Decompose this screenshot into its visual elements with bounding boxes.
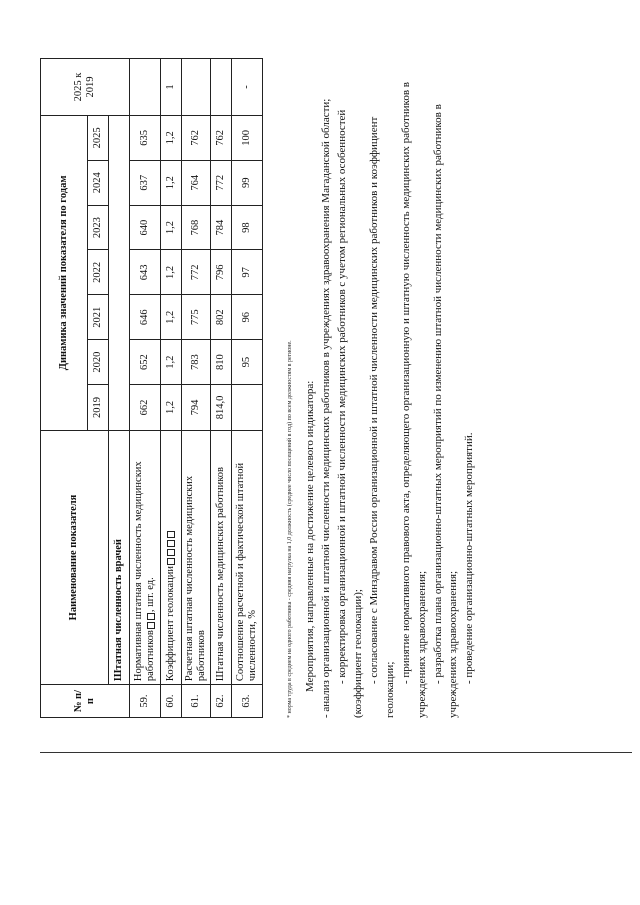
year-header: 2025	[88, 115, 109, 160]
measures-item: - принятие нормативного правового акта, определяющего организационную и штатную численность медицинских работников в учреждениях здравоохранения;	[399, 82, 428, 718]
year-header: 2022	[88, 250, 109, 295]
row-number: 61.	[182, 685, 211, 718]
rotated-content	[0, 38, 640, 748]
cell-target	[211, 59, 232, 116]
cell-value: 784	[211, 205, 232, 250]
cell-value: 99	[232, 160, 263, 205]
table-row	[161, 59, 182, 718]
page-rule	[40, 752, 632, 753]
missing-glyph-icon	[167, 558, 175, 565]
year-header: 2020	[88, 340, 109, 385]
cell-target	[130, 59, 161, 116]
cell-target	[182, 59, 211, 116]
measures-item: - анализ организационной и штатной численности медицинских работников в учреждениях здравоохранения Магаданской области;	[319, 98, 332, 718]
cell-value: 796	[211, 250, 232, 295]
cell-value: 810	[211, 340, 232, 385]
cell-value: 646	[130, 295, 161, 340]
row-number: 63.	[232, 685, 263, 718]
measures-section	[303, 58, 478, 718]
measures-lead: Мероприятия, направленные на достижение целевого индикатора:	[304, 380, 316, 692]
missing-glyph-icon	[147, 622, 155, 629]
year-header: 2019	[88, 385, 109, 431]
measures-item: - разработка плана организационно-штатных мероприятий по изменению штатной численности медицинских работников в учреждениях здравоохранения;	[431, 104, 460, 718]
cell-value: 635	[130, 115, 161, 160]
row-number: 62.	[211, 685, 232, 718]
row-name	[130, 430, 161, 684]
section-title: Штатная численность врачей	[109, 430, 130, 684]
cell-value: 775	[182, 295, 211, 340]
cell-value: 96	[232, 295, 263, 340]
missing-glyph-icon	[167, 540, 175, 547]
cell-value: 1,2	[161, 340, 182, 385]
cell-value: 814,0	[211, 385, 232, 431]
cell-value: 640	[130, 205, 161, 250]
table-row	[232, 59, 263, 718]
cell-value: 768	[182, 205, 211, 250]
row-name: Штатная численность медицинских работников	[211, 430, 232, 684]
target-header: 2025 к 2019	[41, 59, 130, 116]
missing-glyph-icon	[167, 549, 175, 556]
cell-value: 662	[130, 385, 161, 431]
cell-value: 764	[182, 160, 211, 205]
row-name: Соотношение расчетной и фактической штатной численности, %	[232, 430, 263, 684]
cell-value: 98	[232, 205, 263, 250]
dynamics-header: Динамика значений показателя по годам	[41, 115, 88, 430]
cell-value: 794	[182, 385, 211, 431]
cell-value: 100	[232, 115, 263, 160]
footnote: * норма труда в среднем на одного работника - средняя нагрузка на 1,0 должность (среднее число посещений в год) по всем должностям в регионе.	[287, 340, 293, 718]
cell-value: 802	[211, 295, 232, 340]
measures-item: - проведение организационно-штатных мероприятий.	[463, 432, 476, 684]
cell-value	[232, 385, 263, 431]
section-spacer	[109, 115, 130, 430]
row-name-text: Коэффициент геолокации	[164, 566, 176, 682]
col-name-header: Наименование показателя	[41, 430, 109, 684]
row-number: 60.	[161, 685, 182, 718]
missing-glyph-icon	[167, 531, 175, 538]
year-header: 2023	[88, 205, 109, 250]
cell-value: 97	[232, 250, 263, 295]
measures-item: - согласование с Минздравом России организационной и штатной численности медицинских работников и коэффициент геолокации;	[367, 116, 396, 718]
row-name: Расчетная штатная численность медицинских работников	[182, 430, 211, 684]
cell-value: 643	[130, 250, 161, 295]
cell-value: 652	[130, 340, 161, 385]
cell-value: 1,2	[161, 295, 182, 340]
row-name-unit: , шт. ед.	[145, 577, 156, 613]
cell-value: 1,2	[161, 115, 182, 160]
cell-value: 95	[232, 340, 263, 385]
cell-value: 762	[211, 115, 232, 160]
cell-value: 1,2	[161, 250, 182, 295]
cell-value: 783	[182, 340, 211, 385]
row-name	[161, 430, 182, 684]
col-num-header: № п/п	[41, 685, 130, 718]
table-row	[211, 59, 232, 718]
cell-value: 1,2	[161, 160, 182, 205]
cell-value: 1,2	[161, 385, 182, 431]
year-header: 2021	[88, 295, 109, 340]
cell-value: 637	[130, 160, 161, 205]
cell-target: 1	[161, 59, 182, 116]
cell-target: -	[232, 59, 263, 116]
cell-value: 772	[182, 250, 211, 295]
row-name-text: Нормативная штатная численность медицинских работников	[132, 461, 156, 682]
row-number: 59.	[130, 685, 161, 718]
cell-value: 762	[182, 115, 211, 160]
table-row	[182, 59, 211, 718]
measures-item: - корректировка организационной и штатной численности медицинских работников с учетом региональных особенностей (коэффициент геолокации);	[335, 109, 364, 718]
indicator-table	[40, 58, 263, 718]
missing-glyph-icon	[147, 613, 155, 620]
year-header: 2024	[88, 160, 109, 205]
cell-value: 772	[211, 160, 232, 205]
table-row	[130, 59, 161, 718]
cell-value: 1,2	[161, 205, 182, 250]
